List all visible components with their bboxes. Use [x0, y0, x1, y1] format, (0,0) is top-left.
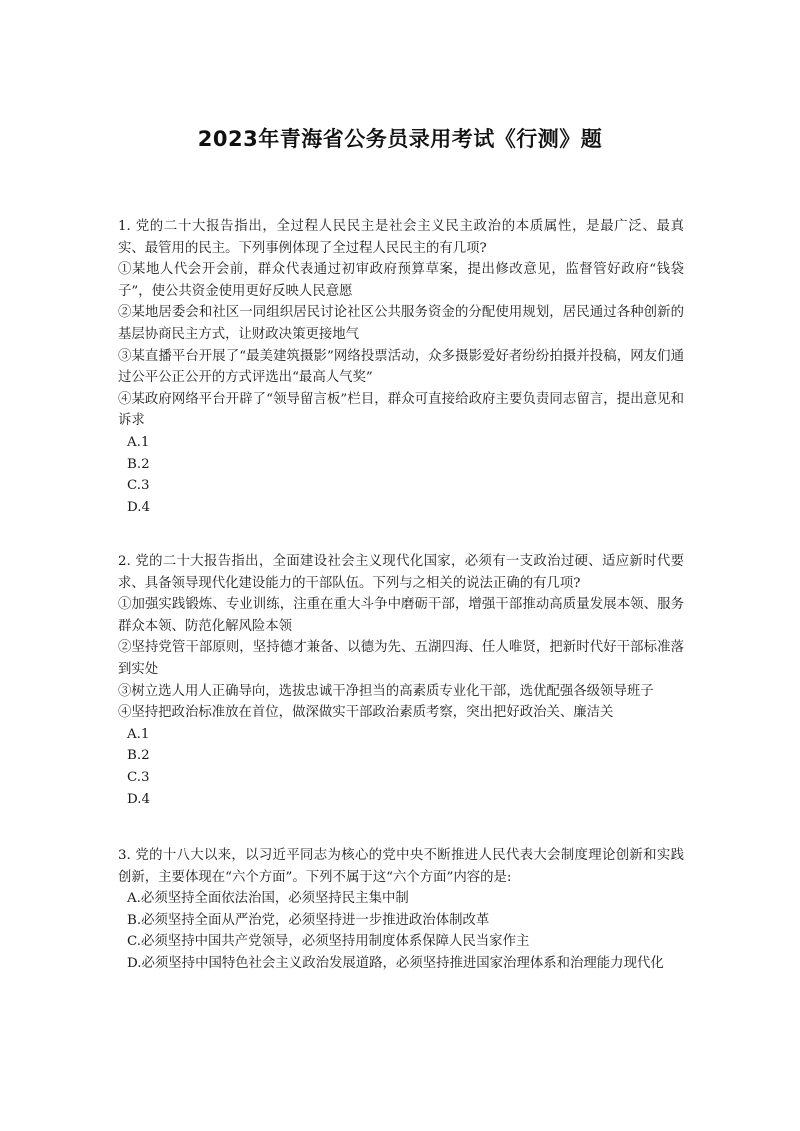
option-list	[118, 724, 684, 810]
statement-3: ③某直播平台开展了“最美建筑摄影”网络投票活动，众多摄影爱好者纷纷拍摄并投稿，网友们通过公平公正公开的方式评选出“最高人气奖”	[118, 348, 684, 386]
option-c[interactable]: C.3	[127, 478, 150, 494]
statement-1: ①加强实践锻炼、专业训练，注重在重大斗争中磨砺干部，增强干部推动高质量发展本领、服务群众本领、防范化解风险本领	[118, 597, 684, 634]
question-stem: 1. 党的二十大报告指出，全过程人民民主是社会主义民主政治的本质属性，是最广泛、最真实、最管用的民主。下列事例体现了全过程人民民主的有几项?	[118, 219, 684, 256]
statement-2: ②坚持党管干部原则，坚持德才兼备、以德为先、五湖四海、任人唯贤，把新时代好干部标准落到实处	[118, 640, 684, 677]
option-b[interactable]: B.2	[127, 456, 150, 472]
option-d[interactable]: D.4	[127, 791, 151, 807]
question-3	[118, 845, 684, 975]
statement-1: ①某地人代会开会前，群众代表通过初审政府预算草案，提出修改意见，监督管好政府“钱袋子”，使公共资金使用更好反映人民意愿	[118, 262, 684, 299]
statement-2: ②某地居委会和社区一同组织居民讨论社区公共服务资金的分配使用规划，居民通过各种创新的基层协商民主方式，让财政决策更接地气	[118, 305, 684, 342]
question-stem: 3. 党的十八大以来，以习近平同志为核心的党中央不断推进人民代表大会制度理论创新和实践创新，主要体现在“六个方面”。下列不属于这“六个方面”内容的是:	[118, 848, 684, 885]
question-2	[118, 551, 684, 810]
document-title: 2023年青海省公务员录用考试《行测》题	[197, 127, 603, 151]
option-c[interactable]: C.必须坚持中国共产党领导，必须坚持用制度体系保障人民当家作主	[127, 934, 530, 950]
option-list	[118, 432, 684, 518]
option-b[interactable]: B.必须坚持全面从严治党，必须坚持进一步推进政治体制改革	[127, 912, 490, 928]
statement-3: ③树立选人用人正确导向，选拔忠诚干净担当的高素质专业化干部，选优配强各级领导班子	[118, 683, 654, 699]
statement-4: ④某政府网络平台开辟了“领导留言板”栏目，群众可直接给政府主要负责同志留言，提出意见和诉求	[118, 391, 684, 429]
option-b[interactable]: B.2	[127, 748, 150, 764]
option-c[interactable]: C.3	[127, 769, 150, 785]
option-a[interactable]: A.1	[127, 434, 150, 450]
option-d[interactable]: D.必须坚持中国特色社会主义政治发展道路，必须坚持推进国家治理体系和治理能力现代化	[127, 955, 664, 971]
option-a[interactable]: A.1	[127, 726, 150, 742]
option-list	[118, 888, 684, 974]
question-stem: 2. 党的二十大报告指出，全面建设社会主义现代化国家，必须有一支政治过硬、适应新时代要求、具备领导现代化建设能力的干部队伍。下列与之相关的说法正确的有几项?	[118, 554, 684, 591]
statement-4: ④坚持把政治标准放在首位，做深做实干部政治素质考察，突出把好政治关、廉洁关	[118, 705, 614, 721]
option-d[interactable]: D.4	[127, 499, 151, 515]
question-1	[118, 216, 684, 518]
option-a[interactable]: A.必须坚持全面依法治国，必须坚持民主集中制	[127, 891, 409, 907]
